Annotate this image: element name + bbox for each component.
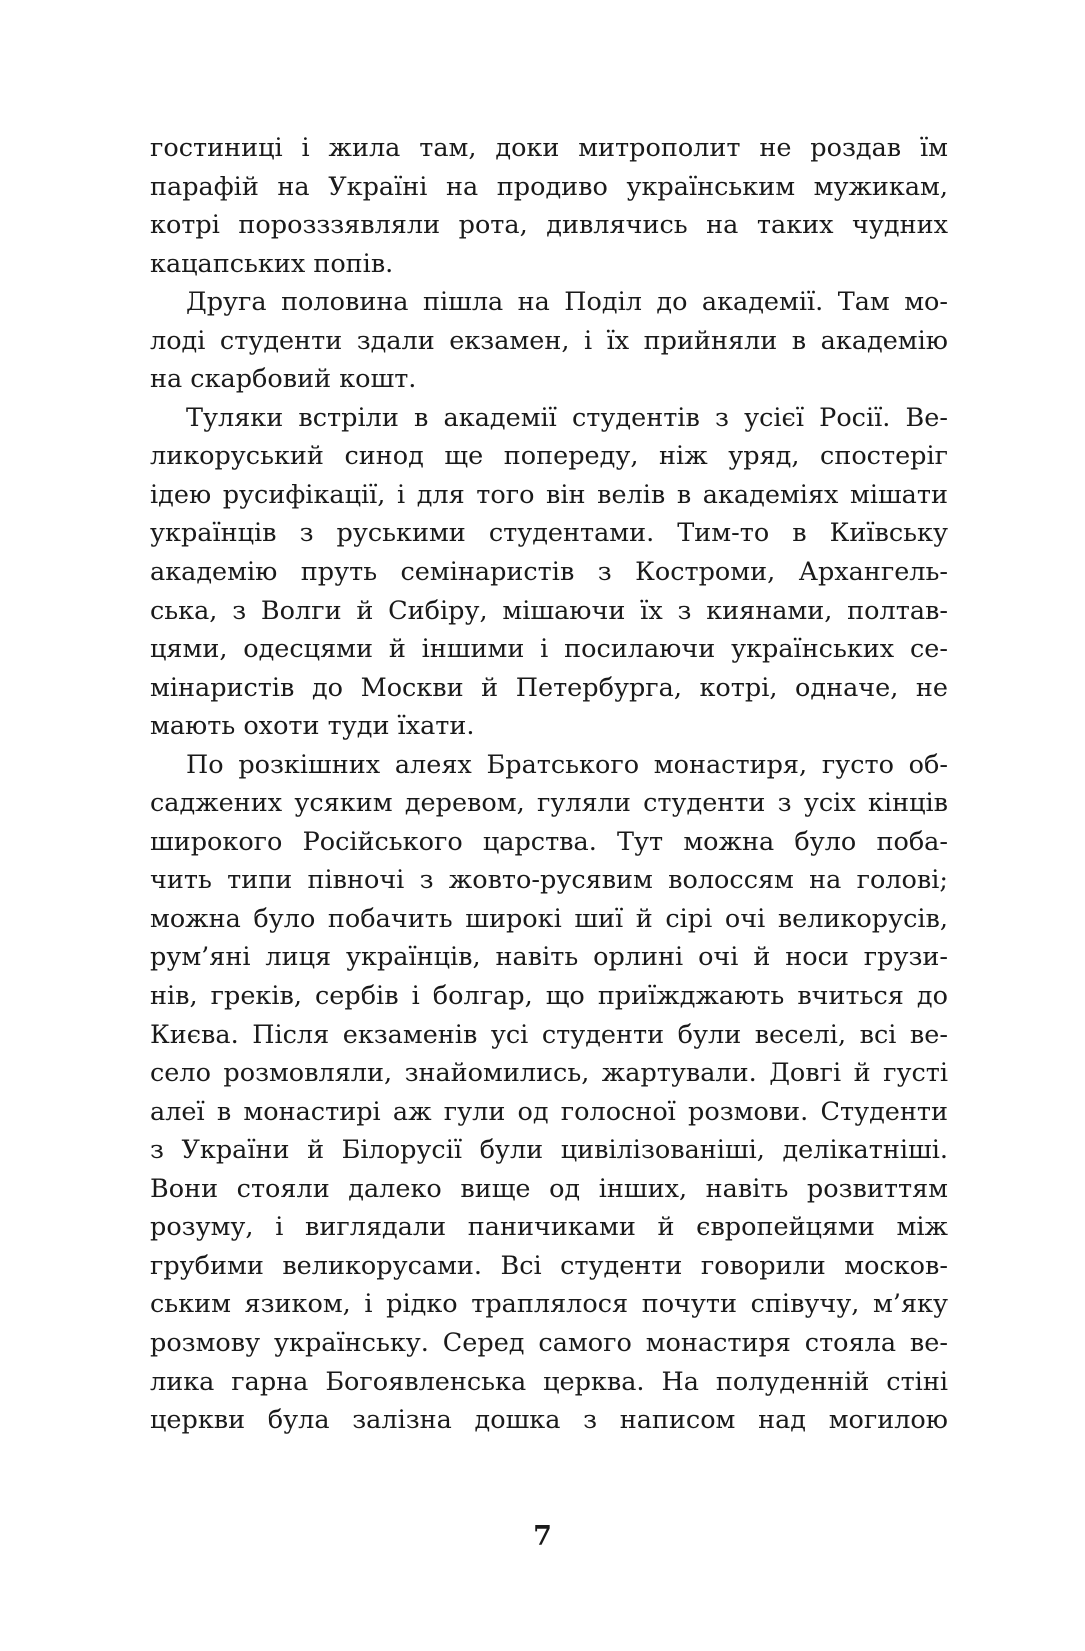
text-line: цями, одесцями й іншими і посилаючи українських се- xyxy=(150,634,948,665)
page-number: 7 xyxy=(533,1521,552,1552)
text-line: саджених усяким деревом, гуляли студенти з усіх кінців xyxy=(150,788,948,819)
text-line: алеї в монастирі аж гули од голосної розмови. Студенти xyxy=(150,1096,948,1127)
body-text xyxy=(150,129,948,1440)
text-line: можна було побачить широкі шиї й сірі очі великорусів, xyxy=(150,903,948,934)
text-line: ідею русифікації, і для того він велів в академіях мішати xyxy=(150,479,948,510)
text-line: Вони стояли далеко вище од інших, навіть розвиттям xyxy=(150,1173,948,1204)
text-line: розмову українську. Серед самого монастиря стояла ве- xyxy=(150,1327,948,1358)
text-line: з України й Білорусії були цивілізованіші, делікатніші. xyxy=(150,1135,948,1166)
text-line: церкви була залізна дошка з написом над могилою xyxy=(150,1405,948,1436)
text-line: чить типи півночі з жовто-русявим волоссям на голові; xyxy=(150,865,948,896)
text-line: розуму, і виглядали паничиками й європейцями між xyxy=(150,1212,948,1243)
text-line: на скарбовий кошт. xyxy=(150,364,417,395)
text-line: кацапських попів. xyxy=(150,248,394,279)
text-line: парафій на Україні на продиво українським мужикам, xyxy=(150,171,948,202)
text-line: мінаристів до Москви й Петербурга, котрі, одначе, не xyxy=(150,672,948,703)
paragraph-2 xyxy=(150,283,948,399)
text-line: ським язиком, і рідко траплялося почути співучу, м’яку xyxy=(150,1289,948,1320)
text-line: село розмовляли, знайомились, жартували. Довгі й густі xyxy=(150,1058,948,1089)
text-line: ликоруський синод ще попереду, ніж уряд, спостеріг xyxy=(150,441,948,472)
paragraph-3 xyxy=(150,399,948,746)
text-line: Друга половина пішла на Поділ до академії. Там мо- xyxy=(186,287,948,318)
text-line: мають охоти туди їхати. xyxy=(150,711,475,742)
text-line: академію пруть семінаристів з Костроми, Архангель- xyxy=(150,557,948,588)
text-line: рум’яні лиця українців, навіть орлині очі й носи грузи- xyxy=(150,942,948,973)
text-line: Києва. Після екзаменів усі студенти були веселі, всі ве- xyxy=(150,1019,948,1050)
text-line: гостиниці і жила там, доки митрополит не роздав їм xyxy=(150,133,948,163)
text-line: нів, греків, сербів і болгар, що приїжджають вчиться до xyxy=(150,981,948,1012)
paragraph-1 xyxy=(150,129,948,283)
text-line: котрі порозззявляли рота, дивлячись на таких чудних xyxy=(150,210,948,241)
text-line: лика гарна Богоявленська церква. На полуденній стіні xyxy=(150,1366,948,1397)
text-line: ська, з Волги й Сибіру, мішаючи їх з киянами, полтав- xyxy=(150,595,948,626)
text-line: По розкішних алеях Братського монастиря, густо об- xyxy=(186,749,948,780)
text-line: українців з руськими студентами. Тим-то в Київську xyxy=(150,518,948,549)
text-line: Туляки встріли в академії студентів з усієї Росії. Ве- xyxy=(186,402,948,433)
paragraph-4 xyxy=(150,746,948,1440)
text-line: грубими великорусами. Всі студенти говорили москов- xyxy=(150,1250,948,1281)
text-line: лоді студенти здали екзамен, і їх прийняли в академію xyxy=(150,325,948,356)
text-line: широкого Російського царства. Тут можна було поба- xyxy=(150,826,948,857)
